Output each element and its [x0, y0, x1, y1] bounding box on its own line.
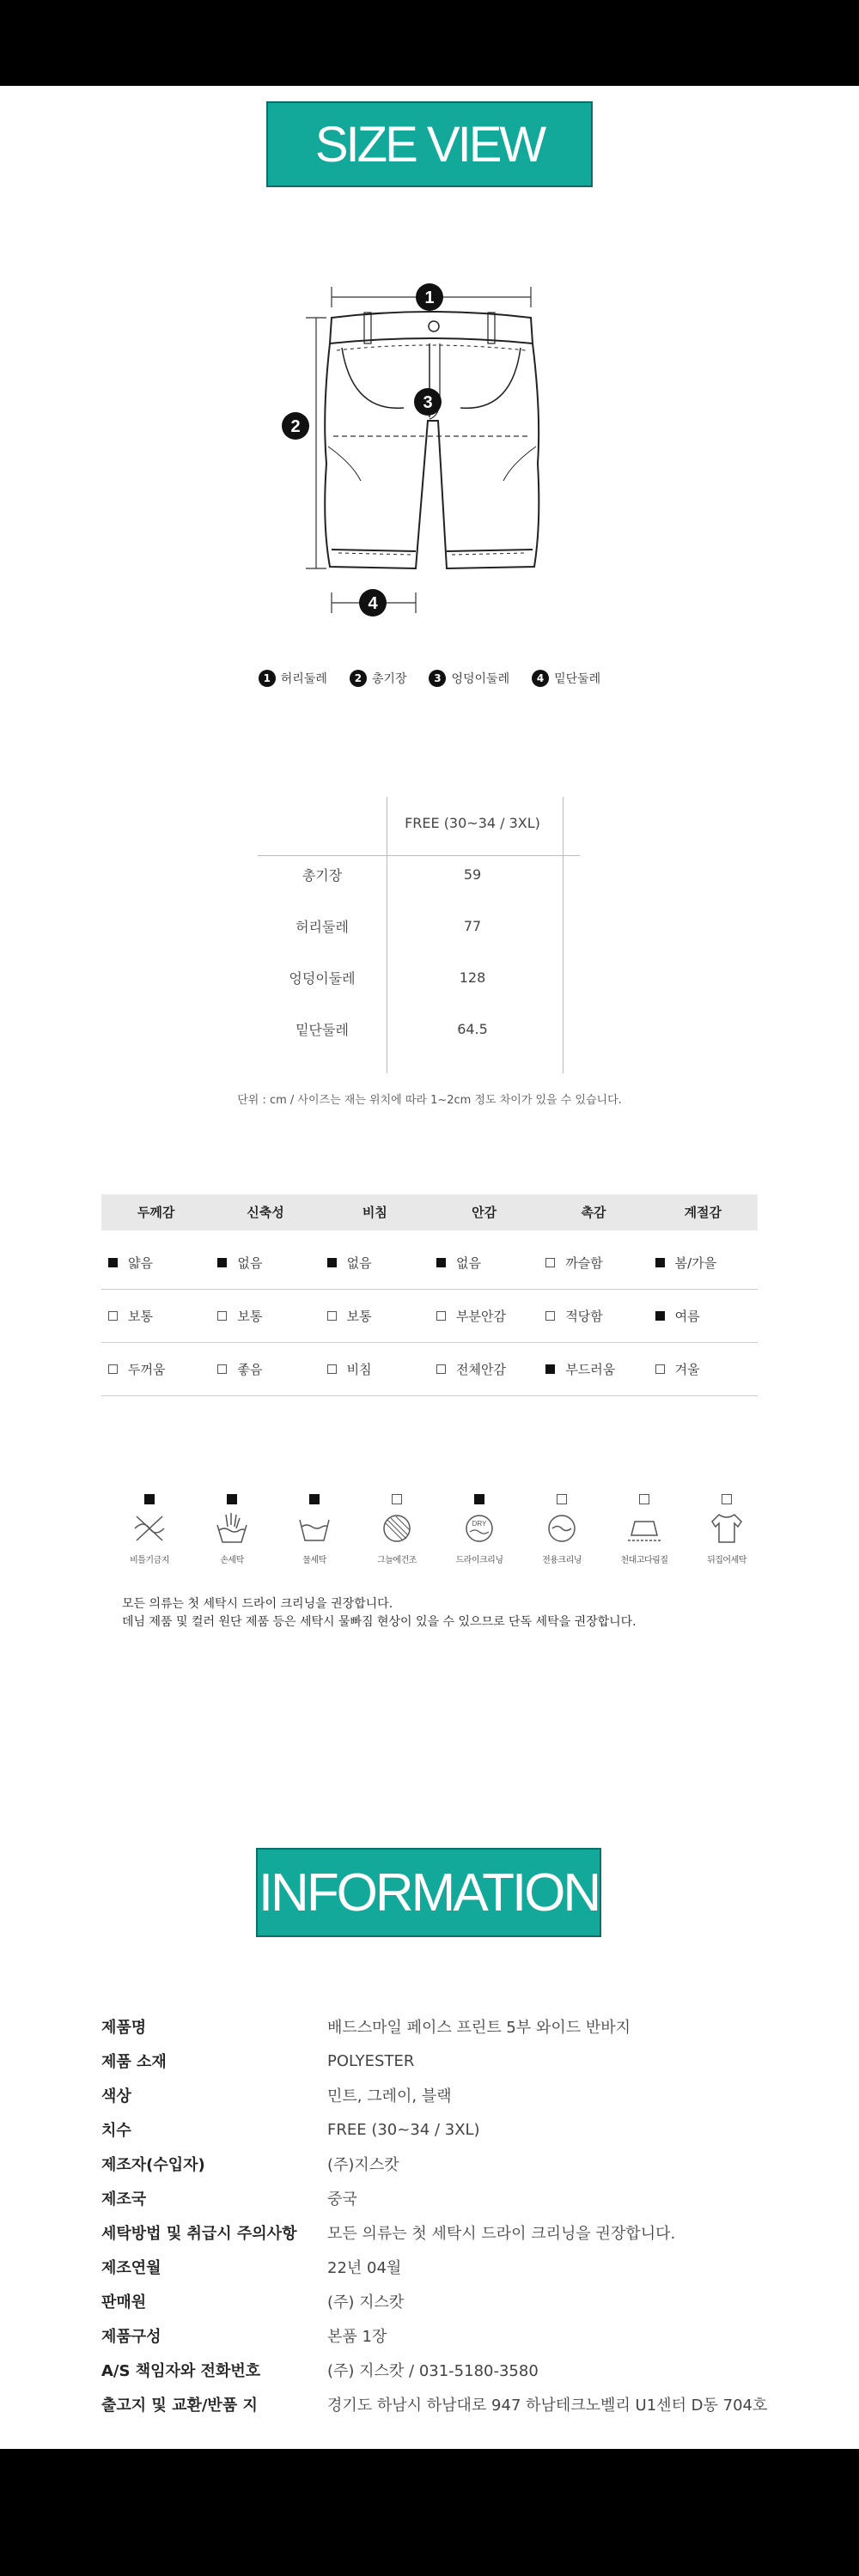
info-key: A/S 책임자와 전화번호	[101, 2362, 261, 2380]
fabric-option-label: 없음	[346, 1255, 372, 1271]
care-check	[557, 1494, 567, 1504]
unchecked-box-icon	[655, 1364, 665, 1374]
fabric-option-label: 적당함	[565, 1309, 603, 1324]
unchecked-box-icon	[545, 1258, 555, 1267]
fabric-header-cell: 계절감	[684, 1205, 722, 1220]
fabric-option-label: 겨울	[674, 1362, 700, 1377]
info-row	[101, 2353, 789, 2387]
info-key: 제조자(수입자)	[101, 2156, 205, 2174]
info-row	[101, 2250, 789, 2284]
info-key: 출고지 및 교환/반품 지	[101, 2397, 258, 2415]
info-row	[101, 2112, 789, 2147]
size-row-label: 총기장	[302, 866, 343, 884]
info-value: POLYESTER	[327, 2051, 415, 2070]
special-clean-icon	[542, 1511, 582, 1546]
fabric-option-label: 없음	[455, 1255, 481, 1271]
care-item	[606, 1494, 682, 1565]
info-value: 모든 의류는 첫 세탁시 드라이 크리닝을 권장합니다.	[327, 2225, 676, 2243]
care-item	[112, 1494, 187, 1565]
marker-1: 1	[424, 289, 435, 307]
care-label: 천대고다림질	[620, 1556, 668, 1565]
fabric-row	[101, 1343, 758, 1396]
info-key: 치수	[101, 2122, 131, 2140]
no-wring-icon	[130, 1511, 169, 1546]
fabric-cell	[320, 1343, 430, 1395]
fabric-cell	[539, 1290, 648, 1342]
info-row	[101, 2284, 789, 2318]
info-value: (주) 지스캇 / 031-5180-3580	[327, 2362, 539, 2380]
info-row	[101, 2181, 789, 2215]
unchecked-box-icon	[545, 1311, 555, 1321]
info-key: 제조국	[101, 2190, 147, 2208]
legend-item	[350, 670, 407, 687]
info-row	[101, 2318, 789, 2353]
checked-box-icon	[436, 1258, 446, 1267]
info-value: 배드스마일 페이스 프린트 5부 와이드 반바지	[327, 2019, 631, 2037]
info-value: 중국	[327, 2190, 357, 2208]
care-item	[194, 1494, 270, 1565]
care-note-line: 모든 의류는 첫 세탁시 드라이 크리닝을 권장합니다.	[122, 1597, 393, 1611]
fabric-cell	[210, 1290, 320, 1342]
care-label: 비틀기금지	[130, 1556, 169, 1565]
info-row	[101, 2044, 789, 2078]
size-row-value: 64.5	[457, 1020, 488, 1037]
measurement-legend	[0, 670, 859, 687]
fabric-table-header	[101, 1194, 758, 1230]
fabric-cell	[320, 1290, 430, 1342]
size-row-label: 허리둘레	[295, 918, 349, 935]
fabric-header-cell: 신축성	[247, 1205, 284, 1220]
fabric-option-label: 보통	[128, 1309, 153, 1324]
top-black-bar	[0, 0, 859, 86]
fabric-option-label: 전체안감	[455, 1362, 506, 1377]
checked-box-icon	[108, 1258, 118, 1267]
care-item	[524, 1494, 600, 1565]
marker-4: 4	[368, 594, 378, 613]
care-item	[689, 1494, 765, 1565]
care-item	[442, 1494, 517, 1565]
care-check	[639, 1494, 649, 1504]
fabric-option-label: 까슬함	[565, 1255, 603, 1271]
info-key: 제품구성	[101, 2328, 161, 2346]
size-row-label: 밑단둘레	[295, 1021, 349, 1038]
fabric-option-label: 여름	[674, 1309, 700, 1324]
fabric-option-label: 비침	[346, 1362, 372, 1377]
marker-2: 2	[290, 417, 301, 436]
iron-cloth-icon	[624, 1511, 664, 1546]
fabric-option-label: 얇음	[128, 1255, 153, 1271]
legend-label: 총기장	[371, 672, 407, 686]
dry-clean-icon	[460, 1511, 499, 1546]
size-row-value: 77	[463, 917, 482, 934]
legend-item	[532, 670, 600, 687]
fabric-header-cell: 촉감	[581, 1205, 606, 1220]
unchecked-box-icon	[327, 1364, 337, 1374]
fabric-cell	[649, 1290, 758, 1342]
bottom-black-bar	[0, 2449, 859, 2576]
fabric-option-label: 부분안감	[455, 1309, 506, 1324]
legend-label: 밑단둘레	[554, 672, 601, 686]
care-label: 물세탁	[302, 1556, 326, 1565]
size-row-label: 엉덩이둘레	[289, 969, 356, 987]
care-note	[122, 1595, 637, 1631]
fabric-cell	[210, 1236, 320, 1289]
legend-number: 3	[429, 670, 446, 687]
fabric-cell	[320, 1236, 430, 1289]
fabric-option-label: 보통	[237, 1309, 263, 1324]
fabric-option-label: 두꺼움	[128, 1362, 166, 1377]
care-label: 드라이크리닝	[455, 1556, 503, 1565]
fabric-cell	[101, 1343, 210, 1395]
fabric-cell	[430, 1236, 539, 1289]
size-table-row	[258, 848, 601, 900]
legend-number: 2	[350, 670, 367, 687]
info-row	[101, 2387, 789, 2421]
care-item	[359, 1494, 435, 1565]
info-value: 본품 1장	[327, 2328, 387, 2346]
info-key: 색상	[101, 2087, 131, 2105]
inside-out-icon	[707, 1511, 746, 1546]
fabric-cell	[539, 1343, 648, 1395]
info-row	[101, 2009, 789, 2044]
fabric-cell	[539, 1236, 648, 1289]
fabric-cell	[430, 1290, 539, 1342]
fabric-option-label: 좋음	[237, 1362, 263, 1377]
fabric-header-cell: 안감	[472, 1205, 497, 1220]
unchecked-box-icon	[436, 1311, 446, 1321]
legend-label: 엉덩이둘레	[451, 672, 510, 686]
shorts-diagram	[258, 258, 601, 627]
size-table-row	[258, 951, 601, 1003]
info-value: (주)지스캇	[327, 2156, 399, 2174]
size-table-row	[258, 1003, 601, 1054]
checked-box-icon	[655, 1311, 665, 1321]
info-key: 판매원	[101, 2293, 147, 2312]
legend-item	[429, 670, 509, 687]
unchecked-box-icon	[327, 1311, 337, 1321]
care-item	[277, 1494, 352, 1565]
info-row	[101, 2215, 789, 2250]
care-label: 전용크리닝	[542, 1556, 582, 1565]
size-table-row	[258, 900, 601, 951]
info-value: 민트, 그레이, 블랙	[327, 2087, 452, 2105]
size-table	[258, 797, 601, 1054]
info-key: 세탁방법 및 취급시 주의사항	[101, 2225, 297, 2243]
size-row-value: 59	[463, 866, 482, 883]
care-check	[227, 1494, 237, 1504]
fabric-option-label: 봄/가을	[674, 1255, 717, 1271]
care-label: 그늘에건조	[377, 1556, 417, 1565]
info-row	[101, 2078, 789, 2112]
fabric-cell	[101, 1236, 210, 1289]
fabric-header-cell: 두께감	[137, 1205, 175, 1220]
size-view-banner: SIZE VIEW	[266, 101, 593, 187]
unchecked-box-icon	[217, 1311, 227, 1321]
size-row-value: 128	[459, 969, 486, 986]
info-value: 경기도 하남시 하남대로 947 하남테크노벨리 U1센터 D동 704호	[327, 2397, 768, 2415]
legend-number: 4	[532, 670, 549, 687]
info-key: 제품명	[101, 2019, 147, 2037]
legend-label: 허리둘레	[280, 672, 327, 686]
shade-dry-icon	[377, 1511, 417, 1546]
care-check	[144, 1494, 155, 1504]
information-table	[101, 2009, 789, 2421]
fabric-cell	[210, 1343, 320, 1395]
fabric-option-label: 없음	[237, 1255, 263, 1271]
fabric-header-cell: 비침	[362, 1205, 387, 1220]
water-wash-icon	[295, 1511, 334, 1546]
legend-number: 1	[259, 670, 276, 687]
care-note-line: 데님 제품 및 컬러 원단 제품 등은 세탁시 물빠짐 현상이 있을 수 있으므로 단독 세탁을 권장합니다.	[122, 1615, 637, 1629]
information-banner: INFORMATION	[256, 1848, 601, 1937]
unchecked-box-icon	[436, 1364, 446, 1374]
size-note: 단위 : cm / 사이즈는 재는 위치에 따라 1~2cm 정도 차이가 있을 수 있습니다.	[237, 1094, 622, 1107]
dry-badge: DRY	[472, 1520, 487, 1528]
info-key: 제조연월	[101, 2259, 161, 2277]
fabric-cell	[649, 1236, 758, 1289]
care-check	[722, 1494, 732, 1504]
fabric-option-label: 보통	[346, 1309, 372, 1324]
checked-box-icon	[655, 1258, 665, 1267]
checked-box-icon	[545, 1364, 555, 1374]
info-key: 제품 소재	[101, 2053, 167, 2071]
fabric-cell	[649, 1343, 758, 1395]
size-table-header	[258, 797, 601, 848]
checked-box-icon	[327, 1258, 337, 1267]
fabric-cell	[101, 1290, 210, 1342]
unchecked-box-icon	[217, 1364, 227, 1374]
marker-3: 3	[423, 393, 433, 412]
care-check	[309, 1494, 320, 1504]
size-column-header: FREE (30~34 / 3XL)	[405, 814, 540, 831]
unchecked-box-icon	[108, 1311, 118, 1321]
fabric-row	[101, 1236, 758, 1290]
hand-wash-icon	[212, 1511, 252, 1546]
fabric-cell	[430, 1343, 539, 1395]
info-value: 22년 04월	[327, 2259, 402, 2277]
info-row	[101, 2147, 789, 2181]
care-symbols	[112, 1494, 765, 1565]
care-label: 뒤집어세탁	[707, 1556, 746, 1565]
care-check	[392, 1494, 402, 1504]
info-value: (주) 지스캇	[327, 2293, 405, 2312]
care-label: 손세탁	[220, 1556, 244, 1565]
legend-item	[259, 670, 327, 687]
care-check	[474, 1494, 484, 1504]
fabric-row	[101, 1290, 758, 1343]
fabric-option-label: 부드러움	[565, 1362, 616, 1377]
unchecked-box-icon	[108, 1364, 118, 1374]
checked-box-icon	[217, 1258, 227, 1267]
info-value: FREE (30~34 / 3XL)	[327, 2120, 480, 2139]
